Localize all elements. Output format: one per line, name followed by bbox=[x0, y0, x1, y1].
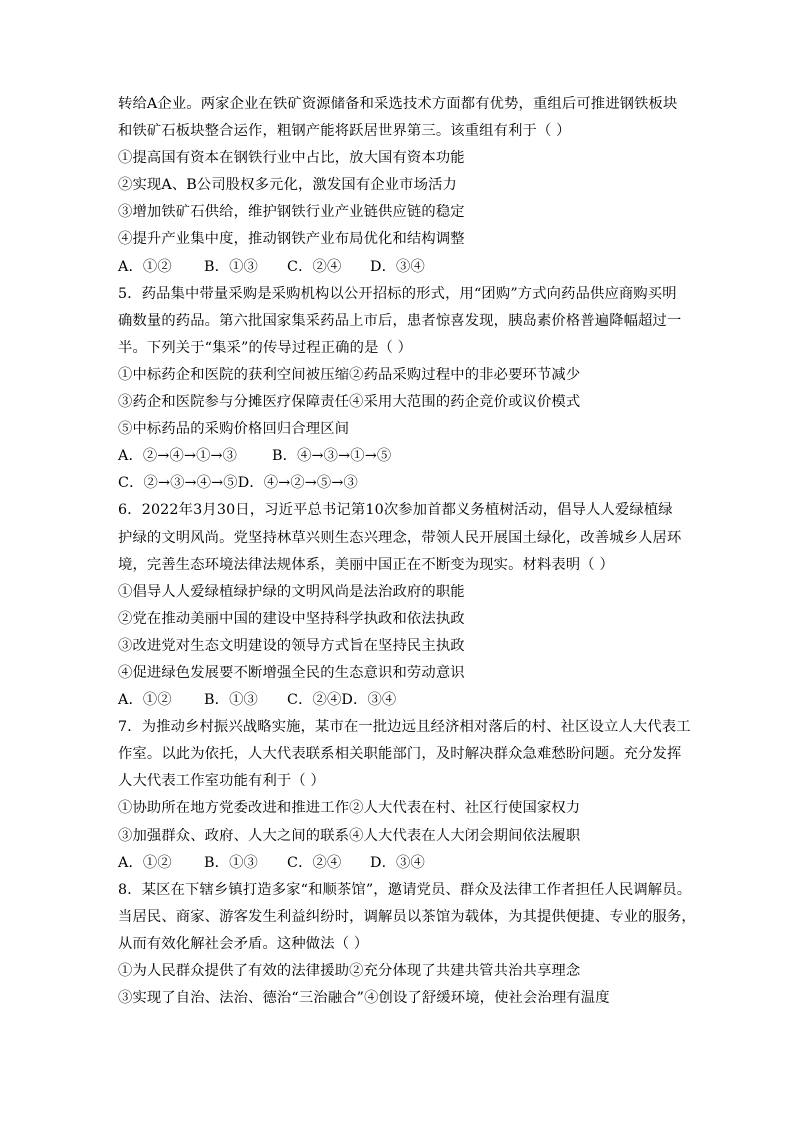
statement-item: ③加强群众、政府、人大之间的联系④人大代表在人大闭会期间依法履职 bbox=[118, 827, 581, 844]
answer-options bbox=[118, 850, 688, 877]
question-7 bbox=[118, 714, 691, 877]
statement-item: ②党在推动美丽中国的建设中坚持科学执政和依法执政 bbox=[118, 610, 465, 627]
statement-item: ①倡导人人爱绿植绿护绿的文明风尚是法治政府的职能 bbox=[118, 583, 465, 600]
answer-options-cd: C．②→③→④→⑤D．④→②→⑤→③ bbox=[118, 475, 358, 492]
question-6 bbox=[118, 497, 688, 714]
option-cd: C．②④D．③④ bbox=[287, 692, 397, 709]
option-a: A．①② bbox=[118, 854, 172, 871]
question-stem-line: 确数量的药品。第六批国家集采药品上市后，患者惊喜发现，胰岛素价格普遍降幅超过一 bbox=[118, 312, 682, 329]
question-stem-line: 当居民、商家、游客发生利益纠纷时，调解员以茶馆为载体，为其提供便捷、专业的服务， bbox=[118, 908, 696, 925]
statement-item: ①协助所在地方党委改进和推进工作②人大代表在村、社区行使国家权力 bbox=[118, 800, 581, 817]
question-stem-line: 半。下列关于“集采”的传导过程正确的是（ ） bbox=[118, 339, 413, 356]
statement-item: ②实现A、B公司股权多元化，激发国有企业市场活力 bbox=[118, 177, 457, 194]
option-b: B．①③ bbox=[204, 692, 258, 709]
question-stem-line: 作室。以此为依托，人大代表联系相关职能部门，及时解决群众急难愁盼问题。充分发挥 bbox=[118, 746, 682, 763]
option-c: C．②④ bbox=[287, 258, 342, 275]
statement-item: ④提升产业集中度，推动钢铁产业布局优化和结构调整 bbox=[118, 231, 465, 248]
question-4 bbox=[118, 91, 688, 281]
question-stem-line: 7．为推动乡村振兴战略实施，某市在一批边远且经济相对落后的村、社区设立人大代表工 bbox=[118, 719, 691, 736]
question-8 bbox=[118, 877, 696, 1012]
question-stem-line: 5．药品集中带量采购是采购机构以公开招标的形式，用“团购”方式向药品供应商购买明 bbox=[118, 285, 677, 302]
option-d: D．③④ bbox=[370, 258, 425, 275]
question-stem-line: 8．某区在下辖乡镇打造多家“和顺茶馆”，邀请党员、群众及法律工作者担任人民调解员。 bbox=[118, 881, 692, 898]
question-stem-line: 6．2022年3月30日，习近平总书记第10次参加首都义务植树活动，倡导人人爱绿植绿 bbox=[118, 502, 673, 519]
option-b: B．④→③→①→⑤ bbox=[272, 448, 392, 465]
option-c: C．②④ bbox=[287, 854, 342, 871]
question-stem-line: 和铁矿石板块整合运作，粗钢产能将跃居世界第三。该重组有利于（ ） bbox=[118, 123, 571, 140]
exam-page bbox=[118, 91, 696, 1012]
statement-item: ③增加铁矿石供给，维护钢铁行业产业链供应链的稳定 bbox=[118, 204, 465, 221]
option-a: A．①② bbox=[118, 258, 172, 275]
question-stem-line: 护绿的文明风尚。党坚持林草兴则生态兴理念，带领人民开展国土绿化，改善城乡人居环 bbox=[118, 529, 682, 546]
statement-item: ⑤中标药品的采购价格回归合理区间 bbox=[118, 421, 350, 438]
statement-item: ①提高国有资本在钢铁行业中占比，放大国有资本功能 bbox=[118, 150, 465, 167]
question-stem-line: 境，完善生态环境法律法规体系，美丽中国正在不断变为现实。材料表明（ ） bbox=[118, 556, 614, 573]
option-a: A．①② bbox=[118, 692, 172, 709]
statement-item: ①中标药企和医院的获利空间被压缩②药品采购过程中的非必要环节减少 bbox=[118, 366, 581, 383]
statement-item: ③实现了自治、法治、德治“三治融合”④创设了舒缓环境，使社会治理有温度 bbox=[118, 990, 610, 1007]
option-d: D．③④ bbox=[370, 854, 425, 871]
question-stem-line: 从而有效化解社会矛盾。这种做法（ ） bbox=[118, 935, 369, 952]
statement-item: ③药企和医院参与分摊医疗保障责任④采用大范围的药企竞价或议价模式 bbox=[118, 394, 581, 411]
option-a: A．②→④→①→③ bbox=[118, 448, 238, 465]
statement-item: ④促进绿色发展要不断增强全民的生态意识和劳动意识 bbox=[118, 664, 465, 681]
answer-options bbox=[118, 687, 688, 714]
answer-options bbox=[118, 254, 688, 281]
answer-options bbox=[118, 443, 688, 470]
statement-item: ①为人民群众提供了有效的法律援助②充分体现了共建共管共治共享理念 bbox=[118, 963, 581, 979]
question-stem-line: 人大代表工作室功能有利于（ ） bbox=[118, 773, 325, 790]
statement-item: ③改进党对生态文明建设的领导方式旨在坚持民主执政 bbox=[118, 637, 465, 654]
option-b: B．①③ bbox=[204, 854, 258, 871]
option-b: B．①③ bbox=[204, 258, 258, 275]
question-5 bbox=[118, 281, 688, 498]
question-stem-line: 转给A企业。两家企业在铁矿资源储备和采选技术方面都有优势，重组后可推进钢铁板块 bbox=[118, 96, 678, 112]
